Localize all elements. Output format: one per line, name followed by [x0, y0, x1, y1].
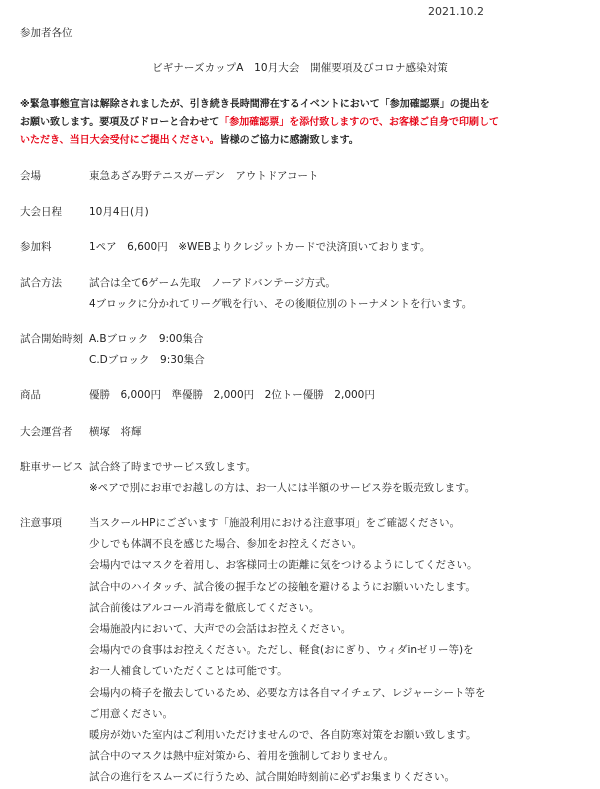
caution-line: 少しでも体調不良を感じた場合、参加をお控えください。: [89, 538, 362, 551]
caution-line: 試合前後はアルコール消毒を徹底してください。: [89, 601, 320, 614]
detail-value: [89, 273, 589, 315]
detail-value-line: 東急あざみ野テニスガーデン アウトドアコート: [89, 170, 319, 182]
detail-label: 参加料: [20, 241, 52, 253]
detail-label: 駐車サービス: [20, 461, 83, 473]
detail-value: [89, 237, 589, 258]
caution-line: 当スクールHPにございます「施設利用における注意事項」をご確認ください。: [89, 517, 461, 529]
detail-label: 商品: [20, 389, 41, 401]
detail-value-line: 優勝 6,000円 準優勝 2,000円 2位トー優勝 2,000円: [89, 389, 375, 401]
detail-value-line: 4ブロックに分かれてリーグ戦を行い、その後順位別のトーナメントを行います。: [89, 298, 473, 311]
document-title: ビギナーズカップA 10月大会 開催要項及びコロナ感染対策: [152, 62, 448, 74]
detail-value: [89, 385, 589, 406]
notice-line-3: [20, 132, 590, 150]
caution-line: 会場内での食事はお控えください。ただし、軽食(おにぎり、ウィダinゼリー等)を: [89, 644, 474, 657]
detail-label: 会場: [20, 170, 41, 182]
detail-value-line: C.Dブロック 9:30集合: [89, 354, 205, 367]
emergency-notice: [20, 96, 590, 150]
detail-value-line: 試合は全て6ゲーム先取 ノーアドバンテージ方式。: [89, 277, 336, 289]
caution-line: 試合中のマスクは熱中症対策から、着用を強制しておりません。: [89, 750, 395, 763]
caution-line: 会場内ではマスクを着用し、お客様同士の距離に気をつけるようにしてください。: [89, 559, 478, 572]
detail-value-line: ※ペアで別にお車でお越しの方は、お一人には半額のサービス券を販売致します。: [89, 482, 476, 495]
caution-line: お一人補食していただくことは可能です。: [89, 665, 288, 678]
detail-value-line: 1ペア 6,600円 ※WEBよりクレジットカードで決済頂いております。: [89, 241, 431, 253]
addressee: 参加者各位: [20, 27, 73, 39]
caution-line: 試合中のハイタッチ、試合後の握手などの接触を避けるようにお願いいたします。: [89, 580, 476, 593]
detail-value: [89, 457, 589, 499]
caution-line: 試合の進行をスムーズに行うため、試合開始時刻前に必ずお集まりください。: [89, 771, 456, 784]
notice-line-2-text: お願い致します。要項及びドローと合わせて: [20, 117, 220, 128]
notice-line-2-highlight: 「参加確認票」を添付致しますので、お客様ご自身で印刷して: [219, 117, 500, 128]
caution-line: 会場内の椅子を撤去しているため、必要な方は各自マイチェア、レジャーシート等を: [89, 686, 486, 699]
detail-value-line: 試合終了時までサービス致します。: [89, 461, 257, 473]
detail-value: [89, 329, 589, 371]
detail-value-line: 横塚 将輝: [89, 426, 142, 438]
caution-line: 会場施設内において、大声での会話はお控えください。: [89, 623, 352, 636]
detail-label: 試合方法: [20, 277, 62, 289]
detail-value: [89, 513, 589, 789]
caution-line: ご用意ください。: [89, 707, 173, 720]
notice-line-3-highlight: いただき、当日大会受付にご提出ください。: [20, 135, 220, 146]
detail-value-line: A.Bブロック 9:00集合: [89, 333, 204, 345]
notice-line-1: ※緊急事態宣言は解除されましたが、引き続き長時間滞在するイベントにおいて「参加確認票」の提出を: [20, 99, 490, 110]
document-date: 2021.10.2: [428, 5, 484, 18]
detail-value: [89, 202, 589, 223]
detail-label: 大会運営者: [20, 426, 73, 438]
caution-line: 暖房が効いた室内はご利用いただけませんので、各自防寒対策をお願い致します。: [89, 729, 477, 742]
detail-value: [89, 422, 589, 443]
detail-label: 大会日程: [20, 206, 62, 218]
detail-value-line: 10月4日(月): [89, 206, 149, 218]
notice-line-3-text: 皆様のご協力に感謝致します。: [219, 135, 359, 146]
detail-label: 試合開始時刻: [20, 333, 83, 345]
detail-value: [89, 166, 589, 187]
notice-line-2: [20, 114, 590, 132]
detail-label: 注意事項: [20, 517, 62, 529]
